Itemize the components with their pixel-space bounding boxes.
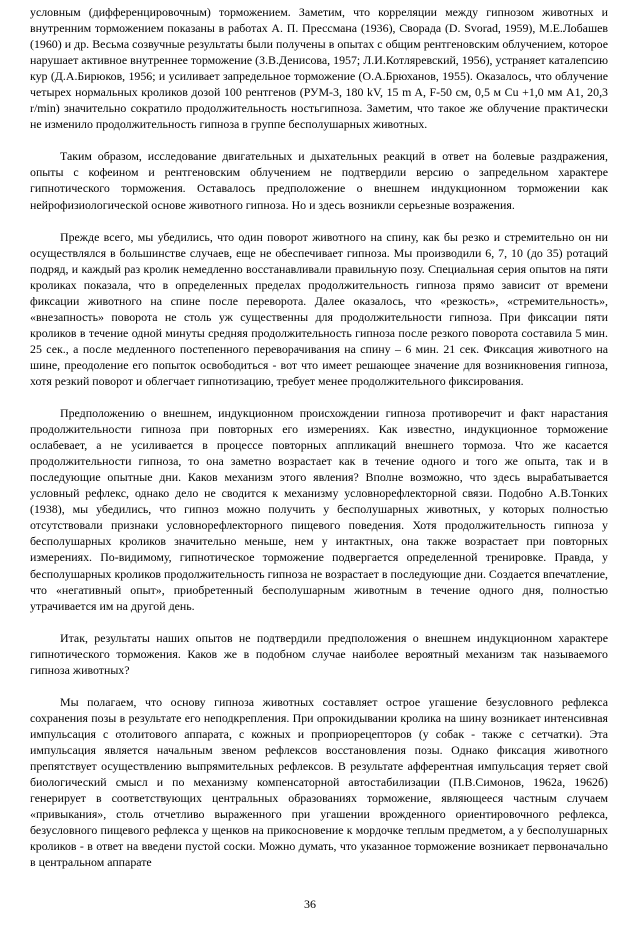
paragraph-gap xyxy=(30,132,608,148)
paragraph-4: Предположению о внешнем, индукционном происхождении гипноза противоречит и факт нарастания продолжительности гипноза при повторных его измерениях. Как известно, индукционное торможение ослабевает, а не усиливается в процессе повторных аппликаций внешнего тормоза. Что же касается продолжительности гипноза, то она заметно возрастает как в течение одного и того же опыта, так и в последующие опытные дни. Каков механизм этого явления? Вполне возможно, что здесь вырабатывается условный рефлекс, однако дело не сводится к механизму условнорефлекторной связи. Подобно А.В.Тонких (1938), мы убедились, что гипноз можно получить у бесполушарных животных, у которых полностью отсутствовали признаки условнорефлекторного пищевого поведения. Хотя продолжительность гипноза у бесполушарных кроликов значительно меньше, нем у интактных, она также возрастает при повторных измерениях. По-видимому, гипнотическое торможение подвергается определенной тренировке. Правда, у бесполушарных кроликов продолжительность гипноза не возрастает в последующие дни. Создается впечатление, что «негативный опыт», приобретенный бесполушарным животным в течение одного дня, полностью утрачивается им на другой день. xyxy=(30,406,608,613)
paragraph-gap xyxy=(30,213,608,229)
paragraph-3: Прежде всего, мы убедились, что один поворот животного на спину, как бы резко и стремительно он ни осуществлялся в большинстве случаев, еще не обеспечивает гипноза. Мы производили 6, 7, 10 (до 35) ротаций подряд, и каждый раз кролик немедленно восстанавливали правильную позу. Специальная серия опытов на пяти кроликах показала, что в определенных пределах продолжительность гипноза прямо зависит от времени фиксации животного на спине после переворота. Далее оказалось, что «резкость», «стремительность», «внезапность» поворота не столь уж существенны для продолжительности гипноза. При фиксации пяти кроликов в течение одной минуты средняя продолжительность гипноза после резкого поворота составила 5 мин. 25 сек., а после медленного постепенного переворачивания на спину – 6 мин. 21 сек. Фиксация животного на шине, преодоление его попыток освободиться - вот что имеет решающее значение для возникновения гипноза, хотя резкий поворот и облегчает гипнотизацию, требует менее продолжительного фиксирования. xyxy=(30,229,608,388)
paragraph-gap xyxy=(30,389,608,405)
paragraph-1: условным (дифференцировочным) торможением. Заметим, что корреляции между гипнозом животных и внутренним торможением показаны в работах А. П. Прессмана (1936), Сворада (D. Svorad, 1959), М.Е.Лобашев (1960) и др. Весьма созвучные результаты были получены в опытах с общим рентгеновским облучением, которое нарушает активное внутреннее торможение (З.В.Денисова, 1957; Л.И.Котляревский, 1956), устраняет каталепсию кур (Д.А.Бирюков, 1956; и усиливает запредельное торможение (О.А.Брюханов, 1955). Оказалось, что облучение четырех нормальных кроликов дозой 100 рентгенов (РУМ-3, 180 kV, 15 m A, F-50 см, 0,5 м Cu +1,0 мм A1, 20,3 r/min) значительно сократило продолжительность ностьгипноза. Заметим, что такое же облучение практически не изменило продолжительность гипноза в группе бесполушарных животных. xyxy=(30,5,608,132)
paragraph-gap xyxy=(30,678,608,694)
paragraph-6: Мы полагаем, что основу гипноза животных составляет острое угашение безусловного рефлекса сохранения позы в результате его неподкрепления. При опрокидывании кролика на шину возникает интенсивная импульсация с отолитового аппарата, с кожных и проприорецепторов (у собак - также с сетчатки). Эта импульсация является начальным звеном рефлексов восстановления позы. Однако фиксация животного препятствует осуществлению выпрямительных рефлексов. В результате афферентная импульсация теряет свой биологический смысл и по механизму компенсаторной автостабилизации (П.В.Симонов, 1962а, 1962б) генерирует в соответствующих центральных образованиях торможение, являющееся частным случаем «привыкания», столь отчетливо выраженного при угашении врожденного ориентировочного рефлекса, безусловного пищевого рефлекса у щенков на прикосновение к мордочке теплым предметом, а у бесполушарных кроликов - в ответ на введени пустой соски. Можно думать, что указанное торможение возникает первоначально в центральном аппарате xyxy=(30,694,608,870)
paragraph-5: Итак, результаты наших опытов не подтвердили предположения о внешнем индукционном характере гипнотического торможения. Каков же в подобном случае наиболее вероятный механизм так называемого гипноза животных? xyxy=(30,630,608,677)
paragraph-gap xyxy=(30,614,608,630)
paragraph-2: Таким образом, исследование двигательных и дыхательных реакций в ответ на болевые раздражения, опыты с кофеином и рентгеновским облучением не подтвердили версию о запредельном характере гипнотического торможения. Оставалось предположение о внешнем индукционном торможении как нейрофизиологической основе животного гипноза. Но и здесь возникли серьезные возражения. xyxy=(30,149,608,212)
page-number: 36 xyxy=(304,897,316,911)
